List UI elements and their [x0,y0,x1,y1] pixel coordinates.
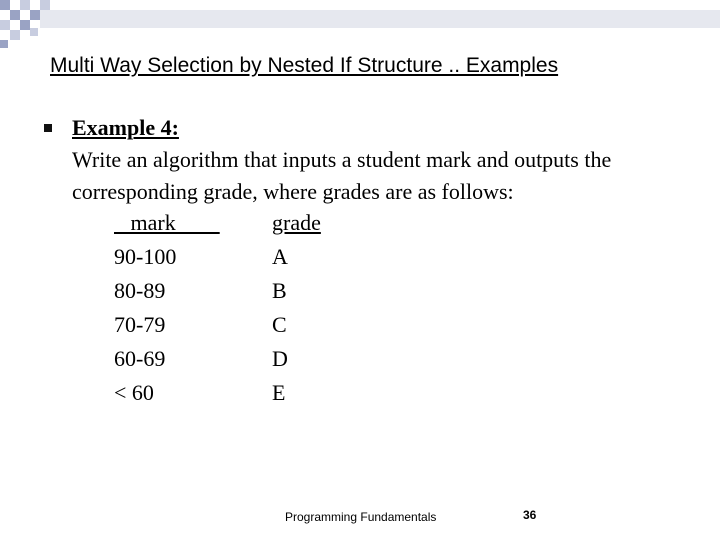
footer-text: Programming Fundamentals [285,510,437,524]
grade-cell: C [272,312,287,337]
grade-cell: A [272,244,288,269]
header-band [40,10,720,28]
deco-square [40,0,50,10]
header-decoration [0,0,720,48]
mark-cell: 70-79 [114,312,166,337]
deco-square [0,20,10,30]
table-row [100,376,362,410]
table-row [100,274,362,308]
deco-square [30,28,38,36]
table-header-row [100,206,362,240]
slide-title: Multi Way Selection by Nested If Structure .. Examples [50,54,559,77]
deco-square [10,30,20,40]
example-heading: Example 4: [72,115,179,140]
table-row [100,342,362,376]
grade-cell: E [272,380,286,405]
mark-cell: 90-100 [114,244,177,269]
grade-column-header: grade [272,210,321,235]
deco-square [20,0,30,10]
deco-square [0,0,10,10]
mark-column-header: mark [114,210,220,235]
mark-cell: 80-89 [114,278,166,303]
grade-cell: B [272,278,287,303]
table-row [100,308,362,342]
square-bullet-icon [44,124,52,132]
deco-square [20,20,30,30]
deco-square [10,10,20,20]
example-description: Write an algorithm that inputs a student mark and outputs the corresponding grade, where grades are as follows: [72,147,612,204]
mark-cell: 60-69 [114,346,166,371]
deco-square [30,10,40,20]
grade-table [100,206,362,410]
grade-cell: D [272,346,288,371]
deco-square [0,40,8,48]
page-number: 36 [523,508,537,522]
mark-cell: < 60 [114,380,154,405]
table-row [100,240,362,274]
